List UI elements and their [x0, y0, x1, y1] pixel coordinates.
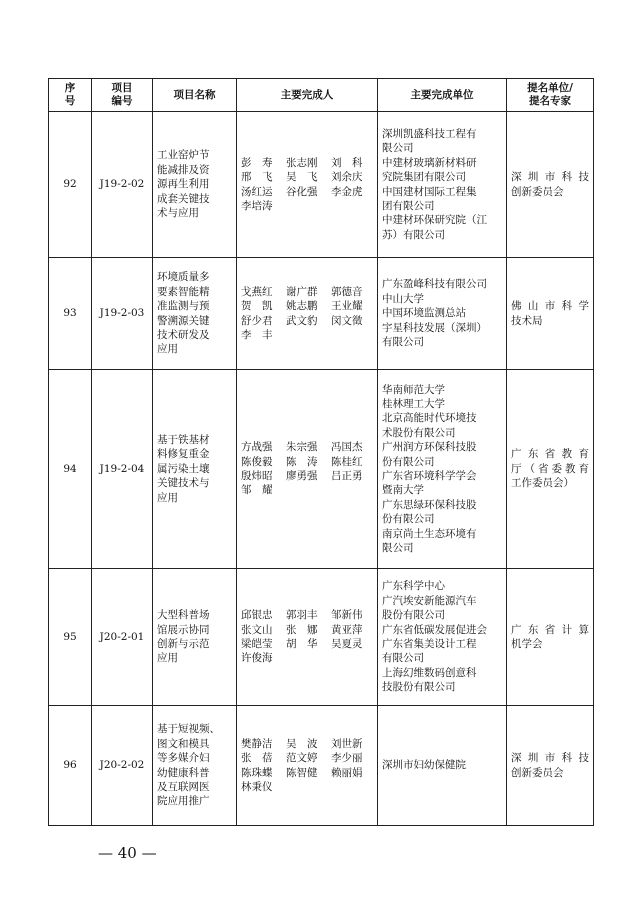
people-line	[241, 623, 373, 637]
unit-line: 桂林理工大学	[382, 397, 445, 410]
project-name-line: 技术研发及	[157, 328, 210, 341]
nominator-line: 机学会	[511, 638, 543, 650]
person-name: 冯国杰	[331, 441, 363, 454]
unit-line: 份有限公司	[382, 513, 435, 526]
nominator-line: 深圳市科技	[511, 752, 589, 765]
person-name: 陈俊毅	[241, 455, 273, 468]
unit-line: 限公司	[382, 142, 414, 155]
seq-cell: 94	[49, 370, 92, 569]
person-name: 郭德音	[331, 285, 363, 298]
person-name: 张 蓓	[241, 752, 273, 765]
units-cell	[378, 706, 507, 826]
person-name: 陈桂红	[331, 455, 363, 468]
person-name: 邢 飞	[241, 171, 273, 184]
project-name-line: 应用	[157, 343, 178, 356]
project-name-line: 成套关键技	[157, 192, 210, 205]
project-name-line: 能减排及资	[157, 163, 210, 176]
people-line	[241, 328, 373, 342]
unit-line: 技股份有限公司	[382, 681, 456, 694]
seq-cell: 95	[49, 569, 92, 706]
person-name: 武文豹	[286, 314, 318, 327]
project-name-line: 院应用推广	[157, 795, 210, 808]
unit-line: 广东省集美设计工程	[382, 638, 477, 650]
code-cell: J19-2-03	[92, 258, 153, 370]
person-name: 林秉仪	[241, 780, 273, 793]
unit-line: 广州润方环保科技股	[382, 441, 477, 454]
people-line	[241, 483, 373, 497]
units-cell	[378, 370, 507, 569]
unit-line: 深圳凯盛科技工程有	[382, 127, 477, 140]
person-name: 许俊海	[241, 652, 273, 665]
nominator-cell	[507, 706, 594, 826]
project-name-line: 环境质量多	[157, 271, 210, 284]
unit-line: 有限公司	[382, 336, 424, 349]
unit-line: 南京尚土生态环境有	[382, 527, 477, 540]
project-name-line: 准监测与预	[157, 300, 210, 313]
project-name-line: 等多媒介妇	[157, 752, 210, 765]
nominator-cell	[507, 258, 594, 370]
people-line	[241, 170, 373, 184]
project-name-line: 图文和模具	[157, 737, 210, 750]
code-cell: J20-2-02	[92, 706, 153, 826]
nominator-line: 广东省教育	[511, 448, 589, 461]
table-row	[49, 569, 594, 706]
unit-line: 华南师范大学	[382, 383, 445, 396]
person-name: 张 娜	[286, 623, 318, 636]
nominator-line: 创新委员会	[511, 766, 564, 779]
person-name: 李金虎	[331, 185, 363, 198]
project-name-line: 属污染土壤	[157, 462, 210, 475]
project-name-cell	[153, 258, 237, 370]
code-cell: J19-2-04	[92, 370, 153, 569]
seq-cell: 96	[49, 706, 92, 826]
person-name: 吴夏灵	[331, 638, 363, 650]
unit-line: 广东省低碳发展促进会	[382, 623, 487, 636]
unit-line: 限公司	[382, 542, 414, 555]
people-line	[241, 199, 373, 213]
project-name-line: 馆展示协同	[157, 623, 210, 636]
people-cell	[237, 706, 378, 826]
unit-line: 中建材环保研究院（江	[382, 214, 487, 227]
project-name-line: 应用	[157, 491, 178, 504]
person-name: 谢广群	[286, 285, 318, 298]
people-line	[241, 455, 373, 469]
person-name: 刘世新	[331, 737, 363, 750]
code-cell: J20-2-01	[92, 569, 153, 706]
units-cell	[378, 569, 507, 706]
project-name-line: 关键技术与	[157, 477, 210, 490]
person-name: 李培涛	[241, 199, 273, 212]
seq-cell: 92	[49, 112, 92, 258]
nominator-line: 技术局	[511, 314, 543, 327]
unit-line: 中国建材国际工程集	[382, 185, 477, 198]
person-name: 戈燕红	[241, 285, 273, 298]
person-name: 吴 波	[286, 737, 318, 750]
person-name: 胡 华	[286, 638, 318, 650]
project-name-line: 基于短视频、	[157, 723, 220, 736]
person-name: 贺 凯	[241, 300, 273, 313]
person-name: 殷炜昭	[241, 470, 273, 482]
unit-line: 有限公司	[382, 652, 424, 665]
people-line	[241, 469, 373, 483]
header-seq: 序 号	[49, 79, 92, 112]
table-row	[49, 112, 594, 258]
units-cell	[378, 112, 507, 258]
person-name: 刘余庆	[331, 171, 363, 184]
nominator-line: 厅（省委教育	[511, 462, 589, 475]
person-name: 汤红运	[241, 185, 273, 198]
unit-line: 术股份有限公司	[382, 426, 456, 439]
nominator-line: 广东省计算	[511, 623, 589, 636]
header-name: 项目名称	[153, 79, 237, 112]
project-name-line: 幼健康科普	[157, 766, 210, 779]
header-units: 主要完成单位	[378, 79, 507, 112]
people-line	[241, 299, 373, 313]
person-name: 范文婷	[286, 752, 318, 765]
header-nominator: 提名单位/ 提名专家	[507, 79, 594, 112]
person-name: 陈珠蝶	[241, 766, 273, 779]
person-name: 舒少君	[241, 314, 273, 327]
unit-line: 苏）有限公司	[382, 228, 445, 241]
units-cell	[378, 258, 507, 370]
project-name-line: 源再生利用	[157, 178, 210, 191]
person-name: 樊静洁	[241, 737, 273, 750]
project-name-line: 术与应用	[157, 207, 199, 220]
unit-line: 广东科学中心	[382, 580, 445, 593]
unit-line: 上海幻维数码创意科	[382, 666, 477, 679]
unit-line: 宇星科技发展（深圳）	[382, 321, 487, 334]
person-name: 张志刚	[286, 156, 318, 169]
unit-line: 中国环境监测总站	[382, 307, 466, 320]
project-name-cell	[153, 569, 237, 706]
person-name: 邱银忠	[241, 609, 273, 622]
unit-line: 广东盈峰科技有限公司	[382, 278, 487, 291]
people-line	[241, 637, 373, 651]
people-line	[241, 751, 373, 765]
unit-line: 广东思绿环保科技股	[382, 498, 477, 511]
project-name-line: 警溯源关键	[157, 314, 210, 327]
code-cell: J19-2-02	[92, 112, 153, 258]
people-line	[241, 766, 373, 780]
project-name-line: 基于铁基材	[157, 433, 210, 446]
person-name: 王业耀	[331, 300, 363, 313]
unit-line: 广汽埃安新能源汽车	[382, 594, 477, 607]
seq-cell: 93	[49, 258, 92, 370]
people-line	[241, 780, 373, 794]
project-name-line: 工业窑炉节	[157, 149, 210, 162]
person-name: 赖丽娟	[331, 766, 363, 779]
nominator-cell	[507, 569, 594, 706]
people-cell	[237, 569, 378, 706]
project-name-line: 及互联网医	[157, 780, 210, 793]
person-name: 邹新伟	[331, 609, 363, 622]
project-name-cell	[153, 112, 237, 258]
people-cell	[237, 112, 378, 258]
person-name: 张文山	[241, 623, 273, 636]
people-line	[241, 651, 373, 665]
person-name: 刘 科	[331, 156, 363, 169]
person-name: 谷化强	[286, 185, 318, 198]
header-row	[49, 79, 594, 112]
person-name: 李 丰	[241, 328, 273, 341]
header-code: 项目 编号	[92, 79, 153, 112]
people-cell	[237, 370, 378, 569]
project-name-line: 要素智能精	[157, 285, 210, 298]
unit-line: 中建材玻璃新材料研	[382, 156, 477, 169]
unit-line: 北京高能时代环境技	[382, 412, 477, 425]
nominator-line: 佛山市科学	[511, 300, 589, 313]
nominator-cell	[507, 370, 594, 569]
header-people: 主要完成人	[237, 79, 378, 112]
project-name-line: 应用	[157, 652, 178, 665]
people-line	[241, 440, 373, 454]
nominator-line: 深圳市科技	[511, 171, 589, 184]
unit-line: 广东省环境科学学会	[382, 470, 477, 482]
person-name: 邹 耀	[241, 484, 273, 497]
person-name: 吕正勇	[331, 470, 363, 482]
unit-line: 股份有限公司	[382, 609, 445, 622]
person-name: 闵文徵	[331, 314, 363, 327]
award-table	[48, 78, 594, 826]
unit-line: 份有限公司	[382, 455, 435, 468]
table-row	[49, 706, 594, 826]
unit-line: 究院集团有限公司	[382, 171, 466, 184]
project-name-cell	[153, 706, 237, 826]
people-line	[241, 737, 373, 751]
table-row	[49, 370, 594, 569]
person-name: 李少丽	[331, 752, 363, 765]
page-number: — 40 —	[98, 844, 157, 862]
project-name-line: 创新与示范	[157, 638, 210, 650]
person-name: 郭羽丰	[286, 609, 318, 622]
project-name-line: 大型科普场	[157, 609, 210, 622]
person-name: 朱宗强	[286, 441, 318, 454]
nominator-cell	[507, 112, 594, 258]
people-line	[241, 608, 373, 622]
people-line	[241, 285, 373, 299]
people-line	[241, 156, 373, 170]
person-name: 吴 飞	[286, 171, 318, 184]
unit-line: 深圳市妇幼保健院	[382, 759, 466, 772]
unit-line: 暨南大学	[382, 484, 424, 497]
unit-line: 中山大学	[382, 292, 424, 305]
people-line	[241, 314, 373, 328]
person-name: 姚志鹏	[286, 300, 318, 313]
project-name-cell	[153, 370, 237, 569]
person-name: 陈 涛	[286, 455, 318, 468]
person-name: 廖勇强	[286, 470, 318, 482]
person-name: 彭 寿	[241, 156, 273, 169]
people-line	[241, 185, 373, 199]
table-row	[49, 258, 594, 370]
nominator-line: 工作委员会）	[511, 477, 574, 490]
person-name: 梁皑莹	[241, 638, 273, 650]
person-name: 陈智健	[286, 766, 318, 779]
person-name: 方战强	[241, 441, 273, 454]
person-name: 黄亚萍	[331, 623, 363, 636]
people-cell	[237, 258, 378, 370]
unit-line: 团有限公司	[382, 199, 435, 212]
nominator-line: 创新委员会	[511, 185, 564, 198]
project-name-line: 料修复重金	[157, 448, 210, 461]
